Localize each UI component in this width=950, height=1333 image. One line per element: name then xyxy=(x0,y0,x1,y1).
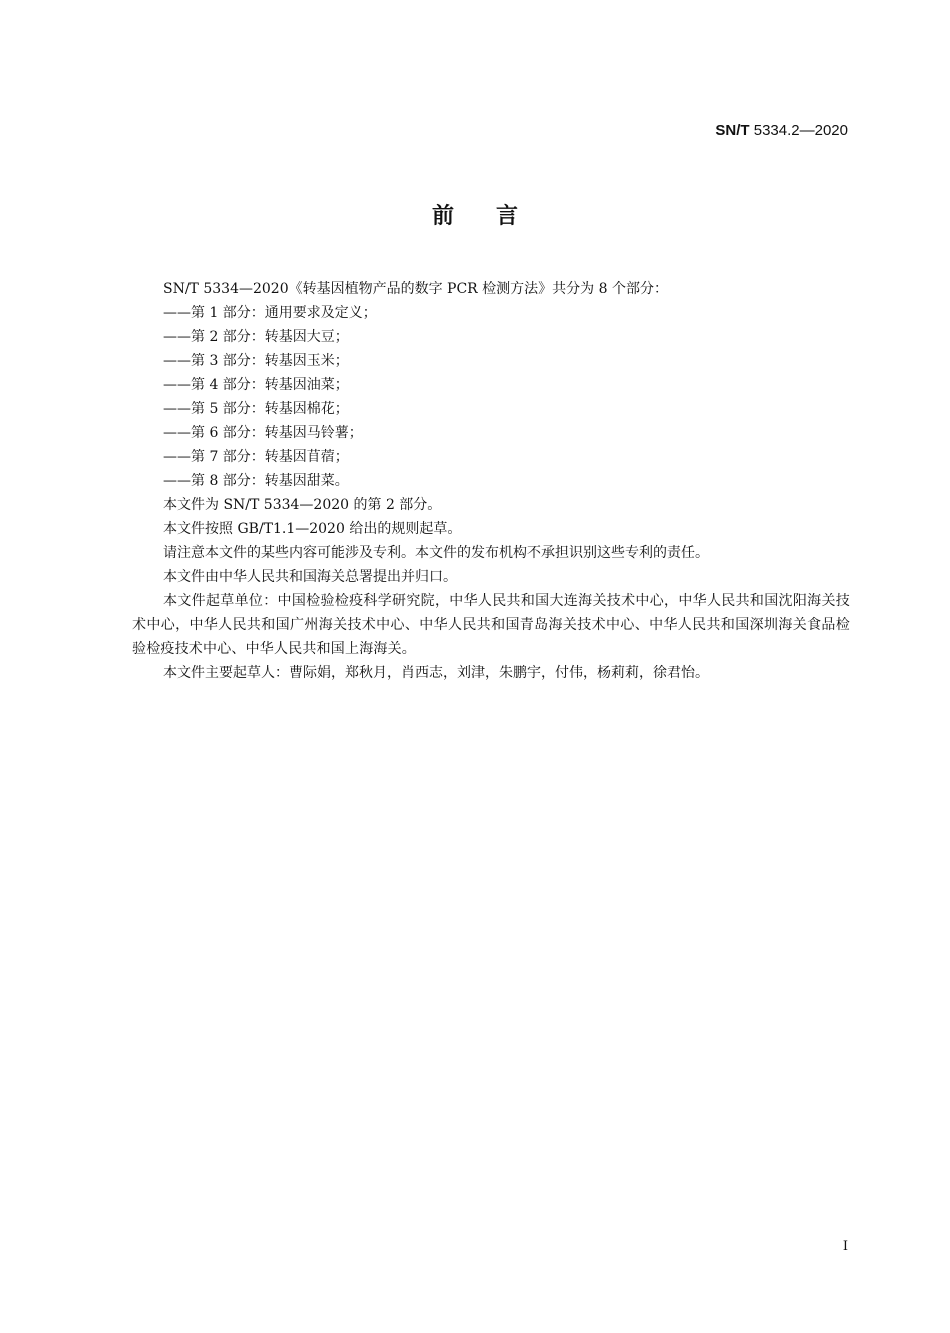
list-item: ——第 5 部分：转基因棉花； xyxy=(163,401,349,417)
parts-list xyxy=(132,301,850,493)
list-item: ——第 3 部分：转基因玉米； xyxy=(163,353,349,369)
drafters: 本文件主要起草人：曹际娟，郑秋月，肖西志，刘津，朱鹏宇，付伟，杨莉莉，徐君怡。 xyxy=(163,665,709,681)
list-item: ——第 6 部分：转基因马铃薯； xyxy=(163,425,363,441)
standard-code-number: 5334.2—2020 xyxy=(749,122,848,139)
list-item: ——第 1 部分：通用要求及定义； xyxy=(163,305,377,321)
list-item: ——第 4 部分：转基因油菜； xyxy=(163,377,349,393)
document-body xyxy=(132,277,850,685)
page-number: I xyxy=(842,1239,848,1254)
page-title: 前言 xyxy=(431,204,560,229)
list-item: ——第 2 部分：转基因大豆； xyxy=(163,329,349,345)
part-statement: 本文件为 SN/T 5334—2020 的第 2 部分。 xyxy=(163,497,442,513)
proposer-statement: 本文件由中华人民共和国海关总署提出并归口。 xyxy=(163,569,457,585)
standard-code-prefix: SN/T xyxy=(715,122,750,139)
intro-paragraph: SN/T 5334—2020《转基因植物产品的数字 PCR 检测方法》共分为 8 个部分： xyxy=(163,281,668,297)
drafting-rules-statement: 本文件按照 GB/T1.1—2020 给出的规则起草。 xyxy=(163,521,462,537)
patent-notice: 请注意本文件的某些内容可能涉及专利。本文件的发布机构不承担识别这些专利的责任。 xyxy=(163,545,709,561)
list-item: ——第 7 部分：转基因苜蓿； xyxy=(163,449,349,465)
list-item: ——第 8 部分：转基因甜菜。 xyxy=(163,473,349,489)
standard-code xyxy=(715,121,848,141)
drafting-units: 本文件起草单位：中国检验检疫科学研究院，中华人民共和国大连海关技术中心，中华人民共和国沈阳海关技术中心，中华人民共和国广州海关技术中心、中华人民共和国青岛海关技术中心、中华人民共和国深圳海关食品检验检疫技术中心、中华人民共和国上海海关。 xyxy=(132,593,850,657)
